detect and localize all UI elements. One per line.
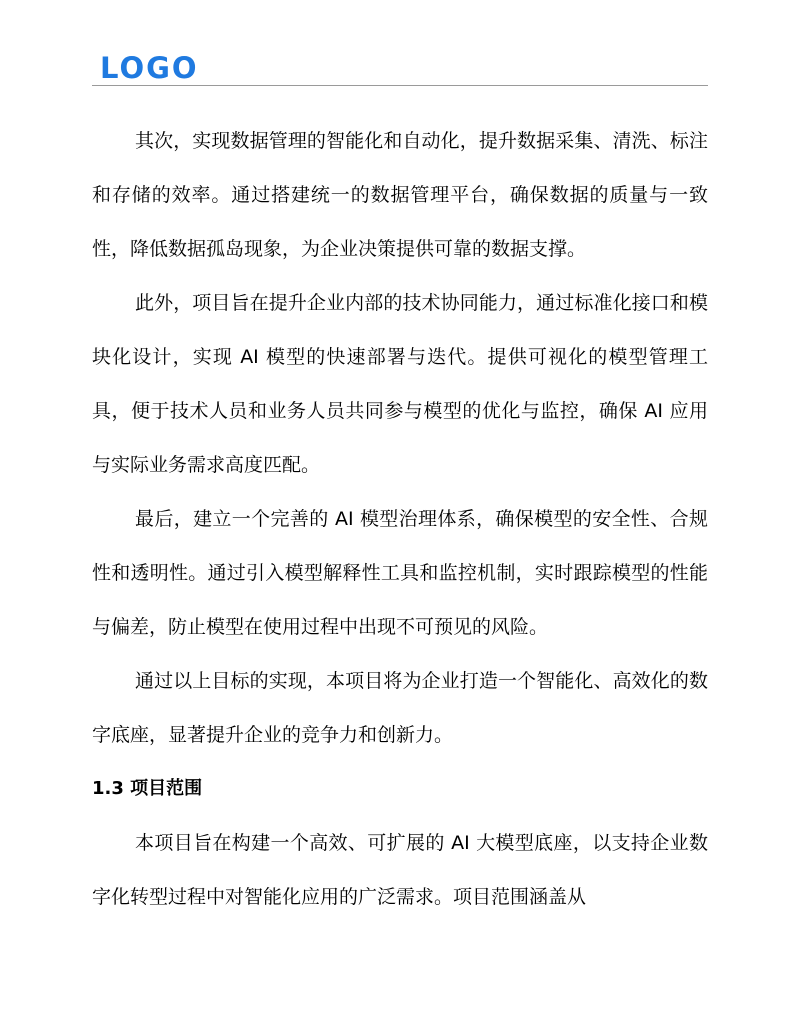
document-body: [92, 114, 708, 924]
paragraph-project-scope: 本项目旨在构建一个高效、可扩展的 AI 大模型底座，以支持企业数字化转型过程中对智能化应用的广泛需求。项目范围涵盖从: [92, 832, 708, 908]
paragraph-data-management: 其次，实现数据管理的智能化和自动化，提升数据采集、清洗、标注和存储的效率。通过搭建统一的数据管理平台，确保数据的质量与一致性，降低数据孤岛现象，为企业决策提供可靠的数据支撑。: [92, 130, 708, 260]
paragraph-summary: 通过以上目标的实现，本项目将为企业打造一个智能化、高效化的数字底座，显著提升企业的竞争力和创新力。: [92, 670, 708, 746]
paragraph-model-governance: 最后，建立一个完善的 AI 模型治理体系，确保模型的安全性、合规性和透明性。通过引入模型解释性工具和监控机制，实时跟踪模型的性能与偏差，防止模型在使用过程中出现不可预见的风险。: [92, 508, 708, 638]
section-heading-project-scope: 1.3 项目范围: [92, 778, 203, 799]
paragraph-technical-collaboration: 此外，项目旨在提升企业内部的技术协同能力，通过标准化接口和模块化设计，实现 AI 模型的快速部署与迭代。提供可视化的模型管理工具，便于技术人员和业务人员共同参与模型的优化与监控，确保 AI 应用与实际业务需求高度匹配。: [92, 292, 708, 476]
header-divider: [92, 85, 708, 86]
logo: LOGO: [100, 51, 199, 85]
